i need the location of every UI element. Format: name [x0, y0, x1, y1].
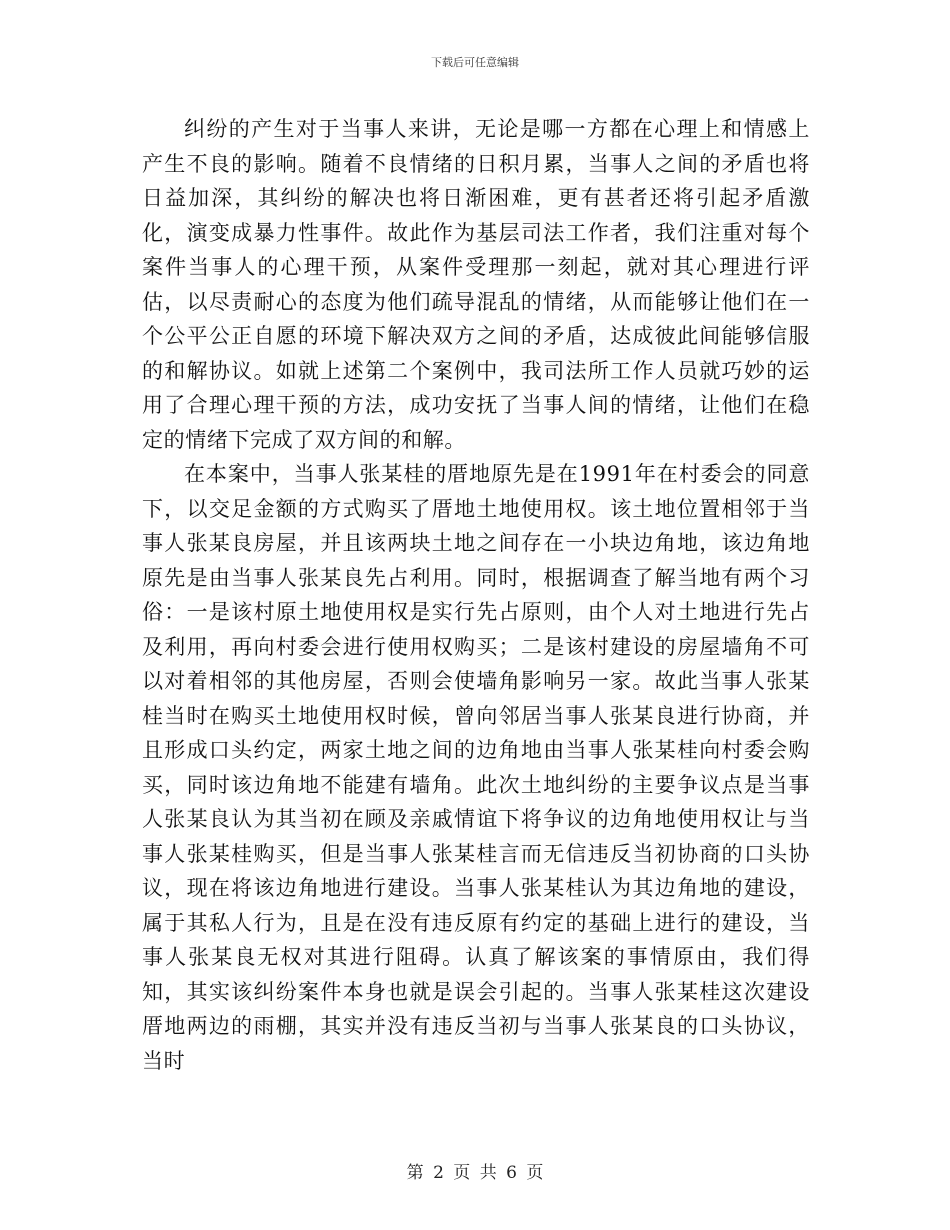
page-number-footer: 第 2 页 共 6 页 — [406, 1163, 544, 1183]
page-header-note: 下载后可任意编辑 — [431, 56, 519, 69]
paragraph-case-details: 在本案中，当事人张某桂的厝地原先是在1991年在村委会的同意下，以交足金额的方式购买了厝地土地使用权。该土地位置相邻于当事人张某良房屋，并且该两块土地之间存在一小块边角地，该边角地原先是由当事人张某良先占利用。同时，根据调查了解当地有两个习俗：一是该村原土地使用权是实行先占原则，由个人对土地进行先占及利用，再向村委会进行使用权购买；二是该村建设的房屋墙角不可以对着相邻的其他房屋，否则会使墙角影响另一家。故此当事人张某桂当时在购买土地使用权时候，曾向邻居当事人张某良进行协商，并且形成口头约定，两家土地之间的边角地由当事人张某桂向村委会购买，同时该边角地不能建有墙角。此次土地纠纷的主要争议点是当事人张某良认为其当初在顾及亲戚情谊下将争议的边角地使用权让与当事人张某桂购买，但是当事人张某桂言而无信违反当初协商的口头协议，现在将该边角地进行建设。当事人张某桂认为其边角地的建设，属于其私人行为，且是在没有违反原有约定的基础上进行的建设，当事人张某良无权对其进行阻碍。认真了解该案的事情原由，我们得知，其实该纠纷案件本身也就是误会引起的。当事人张某桂这次建设厝地两边的雨棚，其实并没有违反当初与当事人张某良的口头协议，当时 — [142, 462, 810, 1073]
paragraph-psychological-intervention: 纠纷的产生对于当事人来讲，无论是哪一方都在心理上和情感上产生不良的影响。随着不良情绪的日积月累，当事人之间的矛盾也将日益加深，其纠纷的解决也将日渐困难，更有甚者还将引起矛盾激化，演变成暴力性事件。故此作为基层司法工作者，我们注重对每个案件当事人的心理干预，从案件受理那一刻起，就对其心理进行评估，以尽责耐心的态度为他们疏导混乱的情绪，从而能够让他们在一个公平公正自愿的环境下解决双方之间的矛盾，达成彼此间能够信服的和解协议。如就上述第二个案例中，我司法所工作人员就巧妙的运用了合理心理干预的方法，成功安抚了当事人间的情绪，让他们在稳定的情绪下完成了双方间的和解。 — [142, 117, 810, 452]
document-body — [142, 112, 810, 1078]
